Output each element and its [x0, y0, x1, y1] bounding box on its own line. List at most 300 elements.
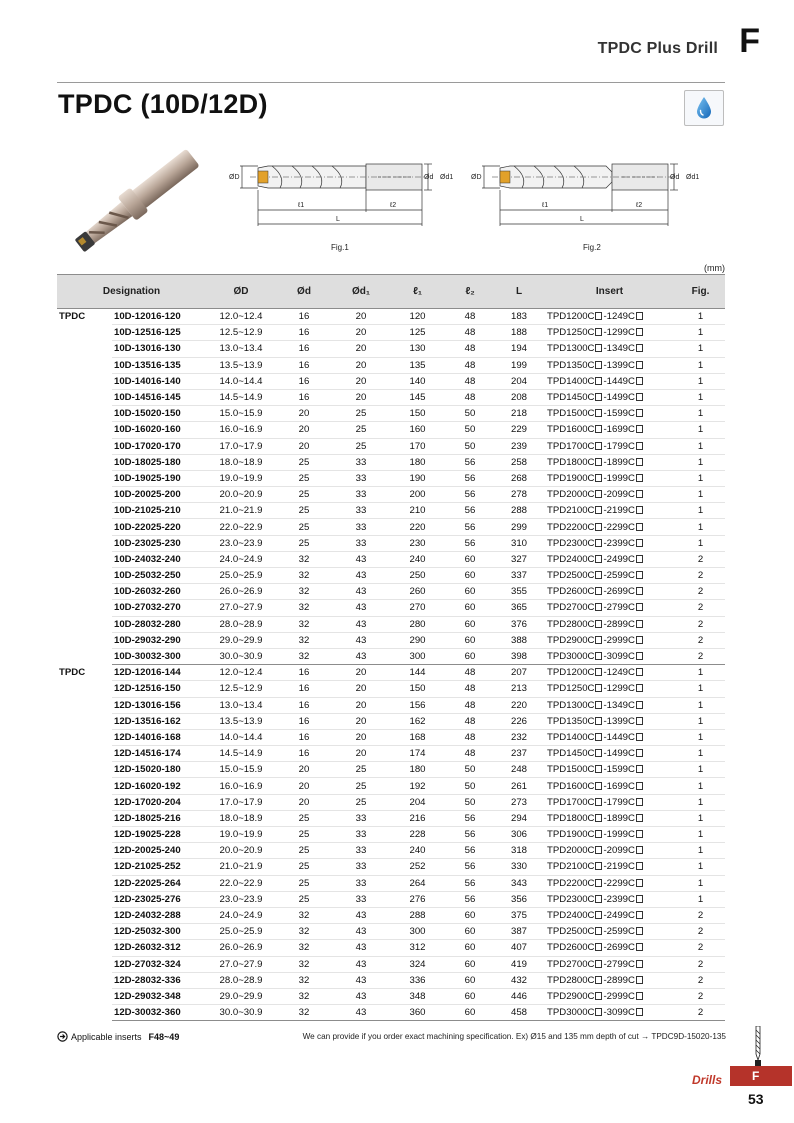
length-l1-cell: 200 — [390, 487, 445, 503]
fig2-label-L: L — [580, 216, 584, 223]
grade-placeholder-box — [595, 474, 602, 482]
grade-placeholder-box — [595, 668, 602, 676]
designation-cell: 12D-29032-348 — [112, 988, 206, 1004]
length-L-cell: 188 — [495, 325, 543, 341]
diameter-d-cell: 25 — [276, 519, 332, 535]
length-l1-cell: 276 — [390, 891, 445, 907]
figure-cell: 1 — [676, 713, 725, 729]
length-l1-cell: 290 — [390, 632, 445, 648]
insert-cell — [543, 940, 676, 956]
diameter-d1-cell: 43 — [332, 940, 390, 956]
length-l1-cell: 324 — [390, 956, 445, 972]
applicable-inserts-label: Applicable inserts — [71, 1031, 142, 1042]
figure-cell: 1 — [676, 470, 725, 486]
figure-cell: 2 — [676, 600, 725, 616]
insert-to: -1299C — [603, 683, 635, 695]
designation-cell: 12D-18025-216 — [112, 810, 206, 826]
table-row — [57, 584, 725, 600]
diameter-d1-cell: 20 — [332, 325, 390, 341]
figure-cell: 1 — [676, 665, 725, 681]
grade-placeholder-box — [595, 603, 602, 611]
grade-placeholder-box — [636, 377, 643, 385]
diameter-D-cell: 13.0~13.4 — [206, 697, 276, 713]
length-l2-cell: 60 — [445, 632, 495, 648]
diameter-D-cell: 12.5~12.9 — [206, 325, 276, 341]
length-l2-cell: 60 — [445, 1005, 495, 1021]
series-cell — [57, 972, 112, 988]
grade-placeholder-box — [636, 620, 643, 628]
insert-from: TPD1250C — [547, 327, 595, 339]
table-row — [57, 454, 725, 470]
diameter-d-cell: 16 — [276, 373, 332, 389]
diameter-d1-cell: 43 — [332, 551, 390, 567]
insert-to: -2499C — [603, 553, 635, 565]
diameter-d1-cell: 43 — [332, 584, 390, 600]
insert-from: TPD2700C — [547, 958, 595, 970]
length-l2-cell: 48 — [445, 681, 495, 697]
designation-cell: 10D-21025-210 — [112, 503, 206, 519]
insert-to: -2599C — [603, 926, 635, 938]
grade-placeholder-box — [595, 862, 602, 870]
figure-2-drawing — [470, 150, 710, 240]
grade-placeholder-box — [636, 652, 643, 660]
insert-from: TPD1350C — [547, 715, 595, 727]
grade-placeholder-box — [595, 782, 602, 790]
insert-cell — [543, 438, 676, 454]
diameter-D-cell: 28.0~28.9 — [206, 616, 276, 632]
insert-cell — [543, 1005, 676, 1021]
designation-cell: 10D-15020-150 — [112, 406, 206, 422]
grade-placeholder-box — [636, 409, 643, 417]
insert-cell — [543, 907, 676, 923]
grade-placeholder-box — [595, 555, 602, 563]
insert-from: TPD1600C — [547, 780, 595, 792]
insert-to: -1599C — [603, 764, 635, 776]
diameter-d-cell: 32 — [276, 632, 332, 648]
insert-to: -1599C — [603, 408, 635, 420]
insert-to: -1999C — [603, 829, 635, 841]
length-l2-cell: 56 — [445, 487, 495, 503]
insert-to: -2299C — [603, 521, 635, 533]
length-l2-cell: 48 — [445, 729, 495, 745]
figure-cell: 1 — [676, 891, 725, 907]
insert-from: TPD1350C — [547, 359, 595, 371]
figure-cell: 1 — [676, 454, 725, 470]
length-L-cell: 387 — [495, 924, 543, 940]
arrow-circle-icon — [57, 1031, 68, 1042]
table-body — [57, 309, 725, 1021]
grade-placeholder-box — [636, 814, 643, 822]
figure-cell: 2 — [676, 988, 725, 1004]
length-L-cell: 294 — [495, 810, 543, 826]
length-l1-cell: 280 — [390, 616, 445, 632]
diameter-d-cell: 25 — [276, 503, 332, 519]
diameter-D-cell: 16.0~16.9 — [206, 422, 276, 438]
diameter-d1-cell: 25 — [332, 406, 390, 422]
designation-cell: 12D-24032-288 — [112, 907, 206, 923]
insert-to: -2399C — [603, 537, 635, 549]
insert-cell — [543, 713, 676, 729]
diameter-d1-cell: 43 — [332, 648, 390, 664]
diameter-d1-cell: 43 — [332, 616, 390, 632]
machining-note: We can provide if you order exact machining specification. Ex) Ø15 and 135 mm depth of cut → TPDC9D-15020-135 — [302, 1032, 726, 1041]
series-cell — [57, 859, 112, 875]
length-l1-cell: 162 — [390, 713, 445, 729]
diameter-d-cell: 32 — [276, 584, 332, 600]
grade-placeholder-box — [636, 490, 643, 498]
grade-placeholder-box — [636, 830, 643, 838]
diameter-D-cell: 19.0~19.9 — [206, 827, 276, 843]
diameter-D-cell: 30.0~30.9 — [206, 648, 276, 664]
insert-from: TPD2700C — [547, 602, 595, 614]
length-L-cell: 248 — [495, 762, 543, 778]
insert-from: TPD2100C — [547, 861, 595, 873]
grade-placeholder-box — [595, 361, 602, 369]
insert-cell — [543, 956, 676, 972]
length-L-cell: 299 — [495, 519, 543, 535]
table-row — [57, 341, 725, 357]
insert-cell — [543, 859, 676, 875]
diameter-D-cell: 14.5~14.9 — [206, 746, 276, 762]
insert-to: -1799C — [603, 796, 635, 808]
series-cell — [57, 810, 112, 826]
designation-cell: 12D-13516-162 — [112, 713, 206, 729]
length-l2-cell: 56 — [445, 843, 495, 859]
series-cell — [57, 503, 112, 519]
grade-placeholder-box — [595, 798, 602, 806]
grade-placeholder-box — [595, 636, 602, 644]
grade-placeholder-box — [636, 425, 643, 433]
diameter-d1-cell: 33 — [332, 827, 390, 843]
length-l2-cell: 56 — [445, 859, 495, 875]
table-row — [57, 665, 725, 681]
insert-from: TPD3000C — [547, 651, 595, 663]
length-l1-cell: 210 — [390, 503, 445, 519]
figure-cell: 1 — [676, 729, 725, 745]
grade-placeholder-box — [636, 506, 643, 514]
grade-placeholder-box — [595, 328, 602, 336]
grade-placeholder-box — [636, 943, 643, 951]
drill-side-icon — [752, 1026, 764, 1068]
diameter-d-cell: 25 — [276, 535, 332, 551]
table-row — [57, 470, 725, 486]
insert-cell — [543, 794, 676, 810]
diameter-d1-cell: 33 — [332, 470, 390, 486]
fig1-label-d1: Ød1 — [440, 174, 454, 181]
length-l2-cell: 60 — [445, 584, 495, 600]
diameter-D-cell: 24.0~24.9 — [206, 551, 276, 567]
spec-table — [57, 274, 725, 1021]
col-d: Ød — [276, 275, 332, 309]
grade-placeholder-box — [636, 684, 643, 692]
diameter-D-cell: 18.0~18.9 — [206, 810, 276, 826]
length-L-cell: 318 — [495, 843, 543, 859]
length-l2-cell: 56 — [445, 535, 495, 551]
insert-cell — [543, 843, 676, 859]
table-row — [57, 568, 725, 584]
insert-from: TPD2000C — [547, 845, 595, 857]
insert-cell — [543, 697, 676, 713]
section-tab[interactable]: F — [730, 1066, 792, 1086]
figure-1-drawing — [228, 150, 460, 240]
drill-photo — [60, 140, 220, 255]
insert-from: TPD1400C — [547, 731, 595, 743]
length-l2-cell: 60 — [445, 972, 495, 988]
diameter-D-cell: 26.0~26.9 — [206, 584, 276, 600]
insert-cell — [543, 600, 676, 616]
diameter-d1-cell: 33 — [332, 535, 390, 551]
figure-cell: 1 — [676, 762, 725, 778]
diameter-d-cell: 16 — [276, 713, 332, 729]
insert-from: TPD2900C — [547, 634, 595, 646]
diameter-d-cell: 16 — [276, 341, 332, 357]
diameter-d1-cell: 33 — [332, 503, 390, 519]
series-cell — [57, 778, 112, 794]
grade-placeholder-box — [595, 506, 602, 514]
diameter-D-cell: 14.0~14.4 — [206, 729, 276, 745]
diameter-d1-cell: 20 — [332, 389, 390, 405]
length-L-cell: 365 — [495, 600, 543, 616]
grade-placeholder-box — [636, 555, 643, 563]
series-cell — [57, 454, 112, 470]
length-l2-cell: 48 — [445, 697, 495, 713]
grade-placeholder-box — [636, 636, 643, 644]
length-L-cell: 232 — [495, 729, 543, 745]
diameter-D-cell: 15.0~15.9 — [206, 762, 276, 778]
designation-cell: 12D-16020-192 — [112, 778, 206, 794]
table-row — [57, 940, 725, 956]
grade-placeholder-box — [636, 603, 643, 611]
table-row — [57, 859, 725, 875]
grade-placeholder-box — [595, 684, 602, 692]
water-drop-icon — [695, 96, 713, 120]
insert-to: -1899C — [603, 812, 635, 824]
length-L-cell: 330 — [495, 859, 543, 875]
diameter-d1-cell: 43 — [332, 956, 390, 972]
fig1-label-L: L — [336, 216, 340, 223]
table-row — [57, 891, 725, 907]
diameter-D-cell: 12.0~12.4 — [206, 309, 276, 325]
series-cell — [57, 373, 112, 389]
length-L-cell: 199 — [495, 357, 543, 373]
length-L-cell: 261 — [495, 778, 543, 794]
insert-from: TPD1700C — [547, 440, 595, 452]
length-l2-cell: 48 — [445, 325, 495, 341]
insert-cell — [543, 972, 676, 988]
diameter-D-cell: 23.0~23.9 — [206, 891, 276, 907]
fig1-label-d: Ød — [424, 174, 434, 181]
diameter-d1-cell: 43 — [332, 568, 390, 584]
diameter-D-cell: 28.0~28.9 — [206, 972, 276, 988]
length-l1-cell: 228 — [390, 827, 445, 843]
length-l2-cell: 48 — [445, 309, 495, 325]
length-l2-cell: 50 — [445, 422, 495, 438]
insert-cell — [543, 551, 676, 567]
figure-cell: 1 — [676, 373, 725, 389]
col-insert: Insert — [543, 275, 676, 309]
grade-placeholder-box — [595, 976, 602, 984]
length-l1-cell: 252 — [390, 859, 445, 875]
diameter-d1-cell: 43 — [332, 600, 390, 616]
figure-cell: 1 — [676, 875, 725, 891]
designation-cell: 10D-14016-140 — [112, 373, 206, 389]
col-l2: ℓ₂ — [445, 275, 495, 309]
designation-cell: 10D-12516-125 — [112, 325, 206, 341]
designation-cell: 12D-12016-144 — [112, 665, 206, 681]
table-row — [57, 875, 725, 891]
grade-placeholder-box — [636, 474, 643, 482]
diameter-D-cell: 22.0~22.9 — [206, 875, 276, 891]
series-cell — [57, 891, 112, 907]
table-row — [57, 746, 725, 762]
fig2-label-l2: ℓ2 — [636, 202, 643, 209]
diameter-d-cell: 32 — [276, 600, 332, 616]
insert-from: TPD1300C — [547, 343, 595, 355]
diameter-d1-cell: 43 — [332, 988, 390, 1004]
designation-cell: 12D-19025-228 — [112, 827, 206, 843]
diameter-d1-cell: 33 — [332, 843, 390, 859]
fig1-label-D: ØD — [229, 174, 240, 181]
diameter-D-cell: 24.0~24.9 — [206, 907, 276, 923]
diameter-d1-cell: 20 — [332, 746, 390, 762]
applicable-inserts-ref[interactable] — [57, 1031, 179, 1042]
series-cell — [57, 470, 112, 486]
diameter-d-cell: 32 — [276, 972, 332, 988]
length-l1-cell: 174 — [390, 746, 445, 762]
diameter-D-cell: 25.0~25.9 — [206, 568, 276, 584]
series-cell — [57, 988, 112, 1004]
length-l2-cell: 50 — [445, 438, 495, 454]
diameter-D-cell: 29.0~29.9 — [206, 988, 276, 1004]
diameter-D-cell: 22.0~22.9 — [206, 519, 276, 535]
diameter-d-cell: 32 — [276, 940, 332, 956]
grade-placeholder-box — [636, 312, 643, 320]
figure-cell: 2 — [676, 972, 725, 988]
table-row — [57, 762, 725, 778]
series-cell — [57, 389, 112, 405]
length-L-cell: 194 — [495, 341, 543, 357]
grade-placeholder-box — [595, 490, 602, 498]
insert-from: TPD2800C — [547, 618, 595, 630]
insert-to: -1349C — [603, 699, 635, 711]
insert-to: -2999C — [603, 634, 635, 646]
table-row — [57, 988, 725, 1004]
length-l1-cell: 288 — [390, 907, 445, 923]
grade-placeholder-box — [636, 523, 643, 531]
length-L-cell: 337 — [495, 568, 543, 584]
series-cell — [57, 357, 112, 373]
insert-to: -2199C — [603, 505, 635, 517]
length-L-cell: 327 — [495, 551, 543, 567]
table-row — [57, 729, 725, 745]
insert-to: -1449C — [603, 375, 635, 387]
insert-to: -1499C — [603, 748, 635, 760]
insert-from: TPD3000C — [547, 1007, 595, 1019]
insert-to: -2799C — [603, 602, 635, 614]
designation-cell: 12D-15020-180 — [112, 762, 206, 778]
designation-cell: 10D-29032-290 — [112, 632, 206, 648]
table-row — [57, 487, 725, 503]
series-cell — [57, 746, 112, 762]
diameter-d-cell: 20 — [276, 762, 332, 778]
grade-placeholder-box — [636, 992, 643, 1000]
figure-cell: 1 — [676, 325, 725, 341]
insert-from: TPD1300C — [547, 699, 595, 711]
grade-placeholder-box — [595, 458, 602, 466]
grade-placeholder-box — [636, 749, 643, 757]
table-row — [57, 924, 725, 940]
diameter-d-cell: 16 — [276, 681, 332, 697]
designation-cell: 10D-30032-300 — [112, 648, 206, 664]
grade-placeholder-box — [595, 312, 602, 320]
fig2-label-l1: ℓ1 — [542, 202, 549, 209]
length-L-cell: 306 — [495, 827, 543, 843]
length-L-cell: 376 — [495, 616, 543, 632]
length-L-cell: 288 — [495, 503, 543, 519]
figure-cell: 2 — [676, 632, 725, 648]
designation-cell: 12D-14516-174 — [112, 746, 206, 762]
insert-cell — [543, 988, 676, 1004]
insert-to: -2899C — [603, 618, 635, 630]
grade-placeholder-box — [595, 927, 602, 935]
insert-from: TPD1500C — [547, 764, 595, 776]
insert-from: TPD2400C — [547, 553, 595, 565]
insert-from: TPD1250C — [547, 683, 595, 695]
insert-cell — [543, 357, 676, 373]
figure-cell: 1 — [676, 827, 725, 843]
insert-cell — [543, 568, 676, 584]
diameter-D-cell: 25.0~25.9 — [206, 924, 276, 940]
designation-cell: 12D-23025-276 — [112, 891, 206, 907]
length-l2-cell: 60 — [445, 940, 495, 956]
diameter-d-cell: 20 — [276, 438, 332, 454]
insert-from: TPD2500C — [547, 570, 595, 582]
diameter-D-cell: 14.0~14.4 — [206, 373, 276, 389]
figure-cell: 1 — [676, 843, 725, 859]
diameter-d-cell: 32 — [276, 551, 332, 567]
length-l2-cell: 56 — [445, 875, 495, 891]
length-l2-cell: 50 — [445, 778, 495, 794]
table-row — [57, 325, 725, 341]
length-l1-cell: 170 — [390, 438, 445, 454]
designation-cell: 12D-12516-150 — [112, 681, 206, 697]
insert-to: -3099C — [603, 1007, 635, 1019]
series-cell: TPDC — [59, 667, 86, 679]
grade-placeholder-box — [595, 620, 602, 628]
length-l1-cell: 150 — [390, 681, 445, 697]
designation-cell: 12D-21025-252 — [112, 859, 206, 875]
figure-cell: 2 — [676, 1005, 725, 1021]
insert-to: -1999C — [603, 472, 635, 484]
insert-to: -1799C — [603, 440, 635, 452]
length-l1-cell: 140 — [390, 373, 445, 389]
fig2-label-D: ØD — [471, 174, 482, 181]
length-L-cell: 218 — [495, 406, 543, 422]
diameter-D-cell: 13.5~13.9 — [206, 357, 276, 373]
diameter-d1-cell: 43 — [332, 1005, 390, 1021]
length-l2-cell: 50 — [445, 762, 495, 778]
series-cell — [57, 616, 112, 632]
insert-cell — [543, 632, 676, 648]
table-row — [57, 357, 725, 373]
designation-cell: 10D-25032-250 — [112, 568, 206, 584]
length-l1-cell: 312 — [390, 940, 445, 956]
diameter-d1-cell: 20 — [332, 357, 390, 373]
insert-cell — [543, 470, 676, 486]
diameter-d-cell: 32 — [276, 988, 332, 1004]
length-l1-cell: 216 — [390, 810, 445, 826]
diameter-D-cell: 26.0~26.9 — [206, 940, 276, 956]
